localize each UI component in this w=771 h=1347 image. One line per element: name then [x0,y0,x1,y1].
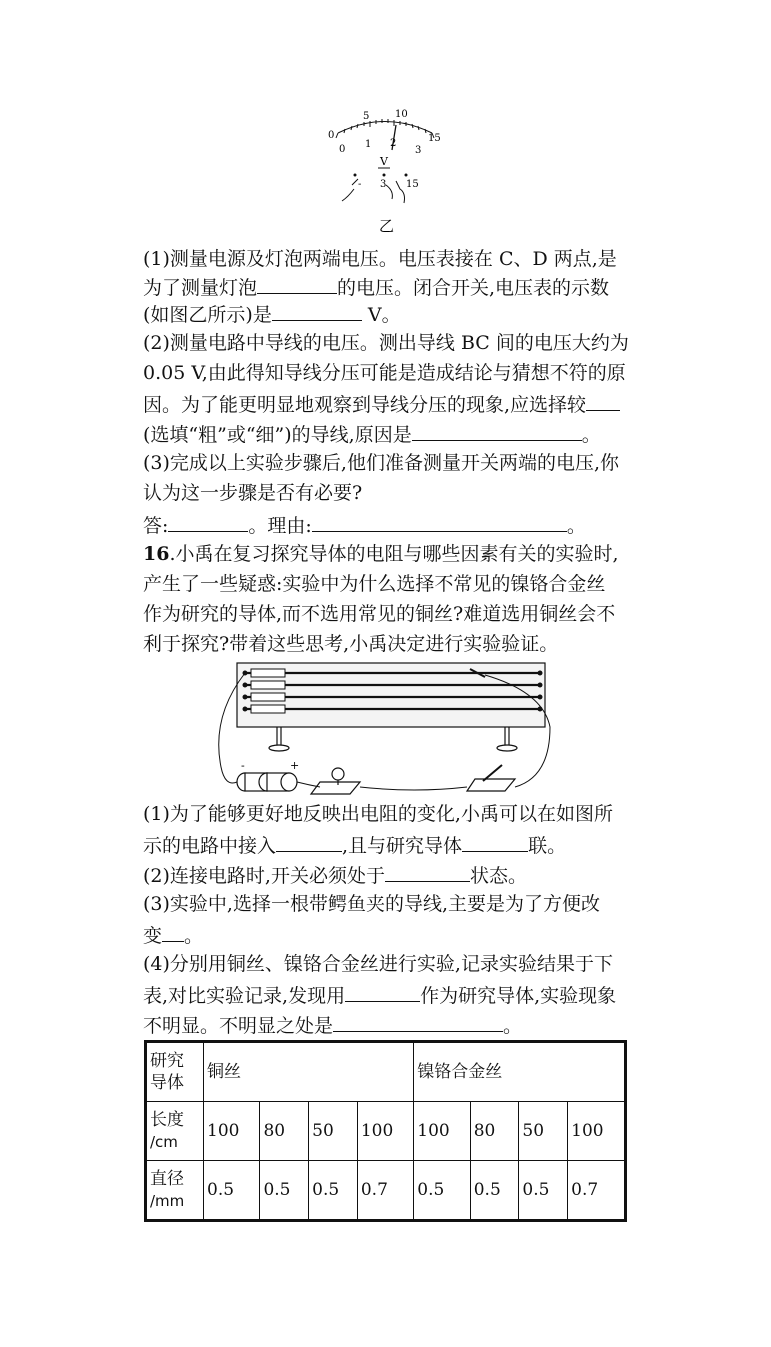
answer-blank-switch-state[interactable] [385,862,470,882]
q15-p1-line2: 为了测量灯泡 的电压。闭合开关,电压表的示数 [143,274,633,300]
q16-s1-line1: (1)为了能够更好地反映出电阻的变化,小禹可以在如图所 [143,803,613,825]
q16-line1: 16.小禹在复习探究导体的电阻与哪些因素有关的实验时, [143,543,619,565]
q16-line4: 利于探究?带着这些思考,小禹决定进行实验验证。 [143,633,559,655]
scale-top-0: 0 [328,130,335,141]
voltmeter-figure [320,105,450,235]
answer-blank-thickness[interactable] [586,391,620,411]
scale-top-15: 15 [428,133,441,144]
q15-p3-line2: 认为这一步骤是否有必要? [143,482,363,504]
q15-p2-line1: (2)测量电路中导线的电压。测出导线 BC 间的电压大约为 [143,332,629,354]
q15-p3-line1: (3)完成以上实验步骤后,他们准备测量开关两端的电压,你 [143,452,619,474]
table-cell: 80 [470,1102,519,1161]
header-length: 长度 /cm [146,1102,204,1161]
q16-s1-line2: 示的电路中接入 ,且与研究导体 联。 [143,832,633,858]
q15-p2-line2: 0.05 V,由此得知导线分压可能是造成结论与猜想不符的原 [143,362,626,384]
terminal-15: 15 [406,179,419,190]
answer-blank-justification[interactable] [312,512,567,532]
answer-blank-material[interactable] [345,982,420,1002]
q16-line2: 产生了一些疑惑:实验中为什么选择不常见的镍铬合金丝 [143,573,606,595]
answer-blank-variable[interactable] [162,922,184,942]
q16-s4-line2: 表,对比实验记录,发现用 作为研究导体,实验现象 [143,982,633,1008]
q15-p3-line3: 答: 。理由: 。 [143,512,633,538]
table-cell: 0.7 [568,1160,626,1220]
question-number: 16 [143,543,170,565]
answer-blank-reason[interactable] [412,421,582,441]
header-diameter: 直径 /mm [146,1160,204,1220]
q16-line3: 作为研究的导体,而不选用常见的铜丝?难道选用铜丝会不 [143,603,616,625]
battery-minus-sign: - [241,759,245,772]
table-cell: 100 [568,1102,626,1161]
scale-top-10: 10 [395,109,408,120]
answer-blank-voltage[interactable] [272,301,362,321]
q16-s3-line2: 变 。 [143,922,633,948]
scale-bottom-1: 1 [365,139,372,150]
q15-p2-line4: (选填“粗”或“细”)的导线,原因是 。 [143,421,633,447]
scale-top-5: 5 [363,111,370,122]
table-cell: 0.5 [260,1160,309,1220]
table-row [146,1160,626,1220]
table-cell: 100 [414,1102,470,1161]
q15-p2-line3: 因。为了能更明显地观察到导线分压的现象,应选择较 [143,391,633,417]
q15-p1-line1: (1)测量电源及灯泡两端电压。电压表接在 C、D 两点,是 [143,248,617,270]
answer-blank-lamp[interactable] [257,274,337,294]
q15-p1-line3: (如图乙所示)是 V。 [143,301,633,327]
table-row [146,1102,626,1161]
table-cell: 0.5 [309,1160,358,1220]
table-cell: 80 [260,1102,309,1161]
q16-s4-line1: (4)分别用铜丝、镍铬合金丝进行实验,记录实验结果于下 [143,953,613,975]
battery-plus-sign: + [290,759,300,772]
scale-bottom-2: 2 [390,138,397,149]
terminal-minus: - [358,179,362,190]
scale-bottom-0: 0 [339,144,346,155]
table-cell: 50 [519,1102,568,1161]
table-cell: 0.5 [470,1160,519,1220]
table-cell: 100 [357,1102,413,1161]
table-row [146,1042,626,1102]
answer-blank-observation[interactable] [333,1012,503,1032]
nichrome-header: 镍铬合金丝 [414,1042,626,1102]
answer-blank-meter[interactable] [276,832,342,852]
q16-s2-line: (2)连接电路时,开关必须处于 状态。 [143,862,633,888]
circuit-figure [205,657,565,802]
answer-blank-connection[interactable] [462,832,528,852]
figure-caption: 乙 [379,217,395,235]
copper-header: 铜丝 [204,1042,414,1102]
scale-bottom-3: 3 [415,145,422,156]
results-table [144,1040,627,1222]
table-cell: 50 [309,1102,358,1161]
header-conductor: 研究 导体 [146,1042,204,1102]
table-cell: 0.5 [519,1160,568,1220]
voltmeter-symbol: V [380,155,388,168]
q16-s3-line1: (3)实验中,选择一根带鳄鱼夹的导线,主要是为了方便改 [143,893,600,915]
q16-s4-line3: 不明显。不明显之处是 。 [143,1012,633,1038]
table-cell: 0.5 [414,1160,470,1220]
table-cell: 0.7 [357,1160,413,1220]
table-cell: 100 [204,1102,260,1161]
table-cell: 0.5 [204,1160,260,1220]
answer-blank-necessity[interactable] [168,512,248,532]
terminal-3: 3 [380,179,387,190]
